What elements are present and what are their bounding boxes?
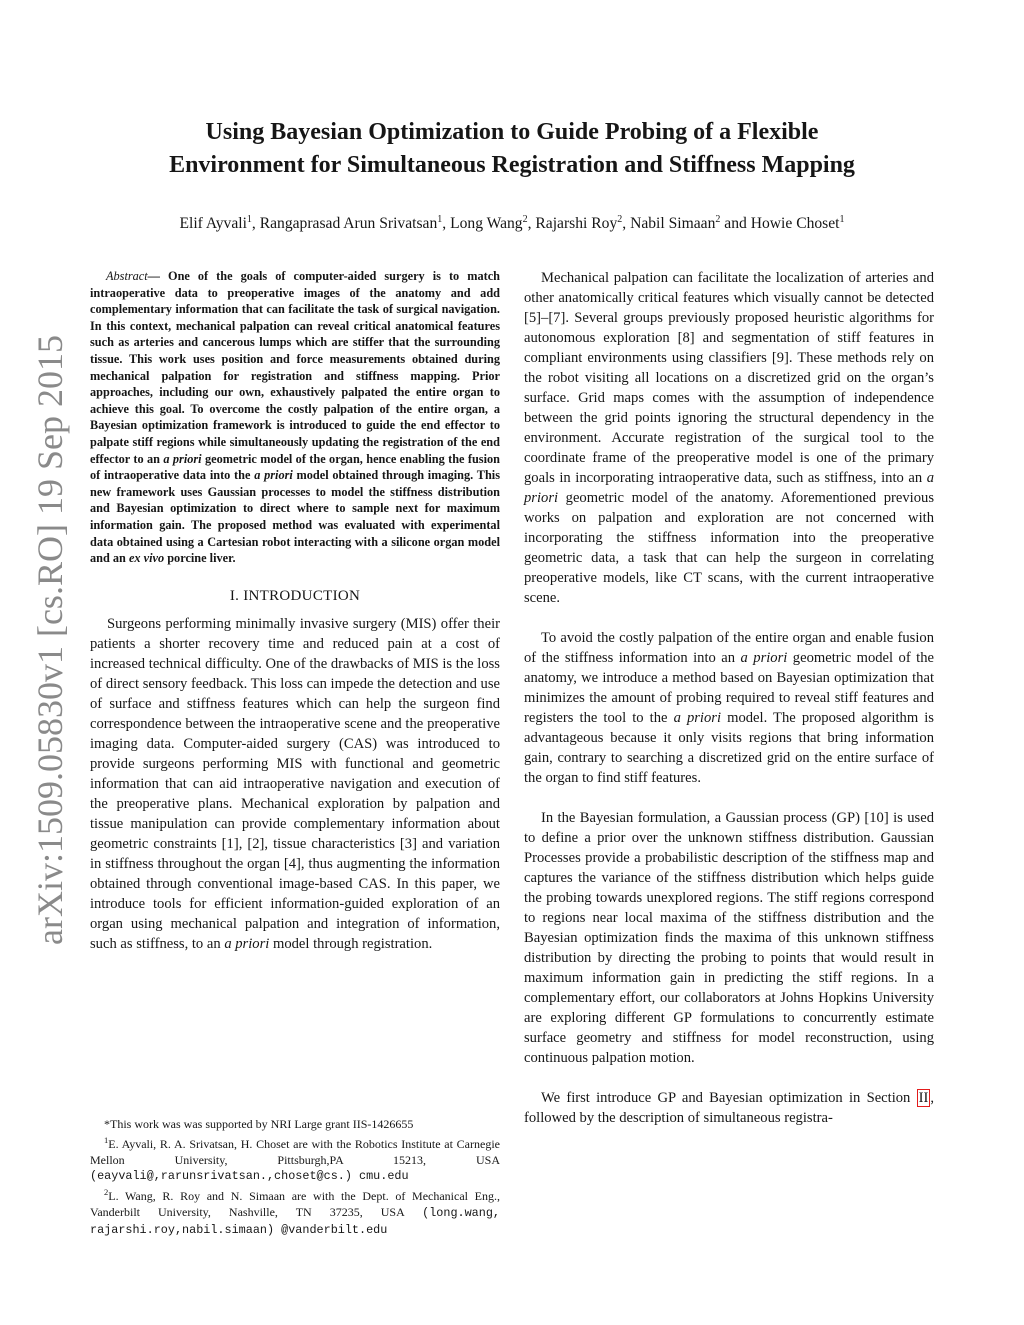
author-affiliation: 1 — [839, 214, 845, 225]
intro-paragraph-2: Mechanical palpation can facilitate the localization of arteries and other anatomically critical features which visually cannot be detected [5]–[7]. Several groups previously proposed heuristic algorithms for autonomous exploration [8] and segmentation of stiff features in compliant environments using classifiers [9]. These methods rely on the robot visiting all locations on a discretized grid on the organ’s surface. Grid maps comes with the assumption of independence between the grid points ignoring the structural dependency in the environment. Accurate registration of the surgical tool to the coordinate frame of the preoperative model is one of the primary goals in incorporating intraoperative data, such as stiffness, into an a priori geometric model of the anatomy. Aforementioned previous works on palpation and exploration are not concerned with incorporating the stiffness information into the preoperative geometric data, a task that can help the surgeon in correlating preoperative models, like CT scans, with the current intraoperative scene. — [524, 270, 934, 606]
arxiv-identifier-stamp: arXiv:1509.05830v1 [cs.RO] 19 Sep 2015 — [30, 335, 70, 945]
section-reference-link[interactable]: II — [918, 1090, 929, 1106]
author-name: Elif Ayvali — [179, 215, 247, 233]
title-line-2: Environment for Simultaneous Registration and Stiffness Mapping — [169, 152, 855, 178]
footnote-affiliation-2: $^2$L. Wang, R. Roy and N. Simaan are with the Dept. of Mechanical Eng., Vanderbilt University, Nashville, TN 37235, USA (long.wang, rajarshi.roy,nabil.simaan) @vanderbilt.edu — [90, 1187, 500, 1237]
author-affiliation: 2 — [617, 214, 623, 225]
intro-paragraph-5: We first introduce GP and Bayesian optimization in Section II , followed by the description of simultaneous registra- — [524, 1090, 934, 1126]
author-name: Howie Choset — [750, 215, 840, 233]
author-emails-cmu: (eayvali@,rarunsrivatsan.,choset@cs.) cmu.edu — [90, 1169, 409, 1184]
right-column — [524, 268, 934, 1128]
footnotes — [90, 1117, 500, 1239]
author-name: Nabil Simaan — [630, 215, 716, 233]
intro-paragraph-1: Surgeons performing minimally invasive surgery (MIS) offer their patients a shorter recovery time and reduced pain at a cost of increased technical difficulty. One of the drawbacks of MIS is the loss of direct sensory feedback. This loss can impede the detection and use of surface and stiffness features which can help the surgeon find correspondence between the intraoperative scene and the preoperative imaging data. Computer-aided surgery (CAS) was introduced to provide surgeons performing MIS with functional and geometric information that can aid intraoperative navigation and execution of the preoperative plans. Mechanical exploration by palpation and tissue manipulation can provide complementary information about geometric constraints [1], [2], tissue characteristics [3] and variation in stiffness throughout the organ [4], thus augmenting the information obtained through conventional image-based CAS. In this paper, we introduce tools for efficient information-guided exploration of an organ using mechanical palpation and integration of information, such as stiffness, to an a priori model through registration. — [90, 615, 500, 952]
title-line-1: Using Bayesian Optimization to Guide Probing of a Flexible — [205, 119, 819, 145]
author-emails-vanderbilt: (long.wang, rajarshi.roy,nabil.simaan) @vanderbilt.edu — [90, 1205, 500, 1237]
section-heading-introduction: I. INTRODUCTION — [229, 587, 361, 604]
author-affiliation: 2 — [522, 214, 528, 225]
paper-title — [80, 116, 944, 182]
intro-paragraph-3: To avoid the costly palpation of the entire organ and enable fusion of the stiffness information into an a priori geometric model of the anatomy, we introduce a method based on Bayesian optimization that minimizes the amount of probing required to reveal stiff features and registers the tool to the a priori model. The proposed algorithm is advantageous because it only visits regions that bring information gain, contrary to searching a discretized grid on the entire surface of the organ to find stiff features. — [524, 630, 934, 786]
author-name: Long Wang — [450, 215, 523, 233]
intro-paragraph-4: In the Bayesian formulation, a Gaussian process (GP) [10] is used to define a prior over the unknown stiffness distribution. Gaussian Processes provide a probabilistic description of the stiffness map and captures the variance of the stiffness distribution which helps guide the probing towards unexplored regions. The stiff regions correspond to regions near local maxima of the stiffness distribution and the Bayesian optimization finds the maxima of this unknown stiffness distribution by directing the probing to points that would result in maximum information gain in predicting the stiff regions. In a complementary effort, our collaborators at Johns Hopkins University are exploring different GP formulations to concurrently estimate surface geometry and stiffness for model reconstruction, using continuous palpation motion. — [524, 810, 934, 1066]
author-name: Rangaprasad Arun Srivatsan — [259, 215, 438, 233]
author-affiliation: 1 — [437, 214, 443, 225]
author-name: Rajarshi Roy — [535, 215, 618, 233]
author-affiliation: 2 — [715, 214, 721, 225]
abstract-label: Abstract — [106, 269, 148, 283]
footnote-funding: *This work was was supported by NRI Large grant IIS-1426655 — [104, 1117, 414, 1131]
footnote-affiliation-1: $^1$E. Ayvali, R. A. Srivatsan, H. Choset are with the Robotics Institute at Carnegie Mellon University, Pittsburgh,PA 15213, USA (eayvali@,rarunsrivatsan.,choset@cs.) cmu.edu — [90, 1134, 500, 1184]
author-affiliation: 1 — [246, 214, 252, 225]
left-column — [90, 268, 500, 954]
author-list: Elif Ayvali$^1$, Rangaprasad Arun Srivatsan$^1$, Long Wang$^2$, Rajarshi Roy$^2$, Nabil Simaan$^2$ and Howie Choset$^1$ — [179, 214, 845, 233]
abstract: Abstract— One of the goals of computer-aided surgery is to match intraoperative data to preoperative images of the anatomy and add complementary information that can facilitate the task of surgical navigation. In this context, mechanical palpation can reveal critical anatomical features such as arteries and cancerous lumps which are stiffer that the surrounding tissue. This work uses position and force measurements obtained during mechanical palpation for registration and stiffness mapping. Prior approaches, including our own, exhaustively palpated the entire organ to achieve this goal. To overcome the costly palpation of the entire organ, a Bayesian optimization framework is introduced to guide the end effector to palpate stiff regions while simultaneously updating the registration of the end effector to an a priori geometric model of the organ, hence enabling the fusion of intraoperative data into the a priori model obtained through imaging. This new framework uses Gaussian processes to model the stiffness distribution and Bayesian optimization to direct where to sample next for maximum information gain. The proposed method was evaluated with experimental data obtained using a Cartesian robot interacting with a silicone organ model and an ex vivo porcine liver. — [90, 269, 500, 566]
